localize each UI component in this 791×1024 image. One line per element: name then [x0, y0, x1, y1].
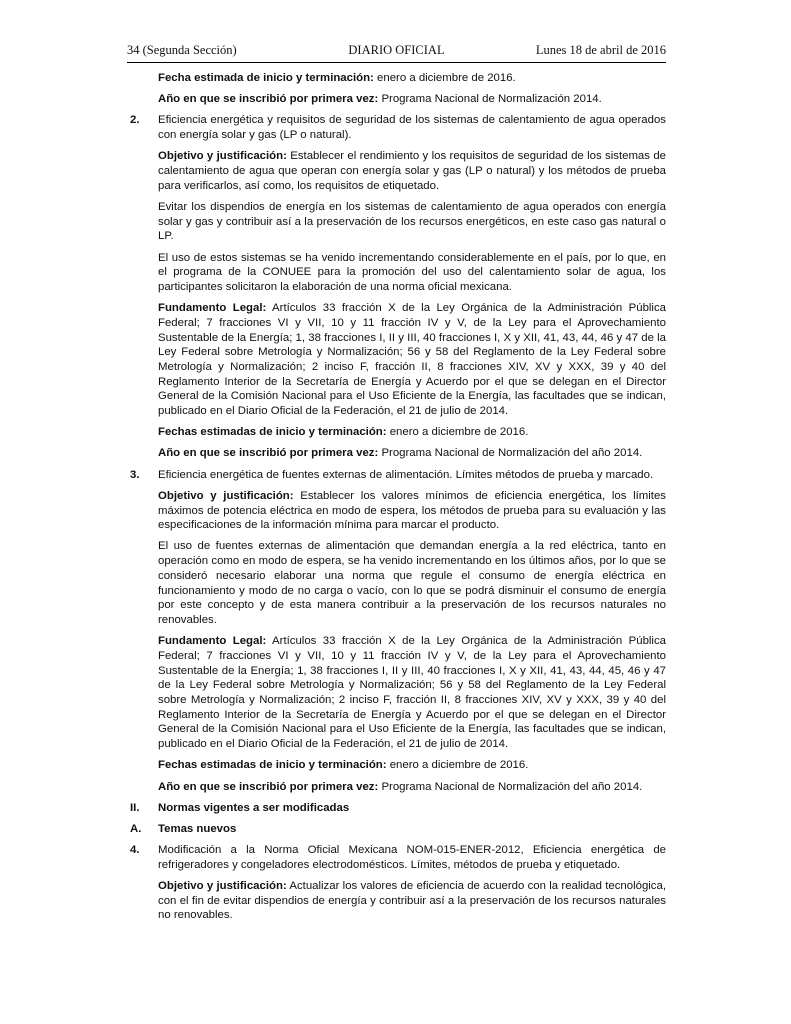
item-text: Eficiencia energética de fuentes externas de alimentación. Límites métodos de prueba y marcado. [158, 468, 654, 481]
field-label: Año en que se inscribió por primera vez: [158, 447, 379, 460]
item-number: 2. [130, 114, 140, 127]
field-label: Año en que se inscribió por primera vez: [158, 93, 379, 106]
item-text: Eficiencia energética y requisitos de seguridad de los sistemas de calentamiento de agua operados con energía solar y gas (LP o natural). [158, 114, 666, 142]
item-number: 3. [130, 468, 140, 481]
paragraph-text: enero a diciembre de 2016. [386, 759, 529, 772]
field-label: Fundamento Legal: [158, 302, 267, 315]
labeled-paragraph [158, 634, 666, 752]
field-label: Año en que se inscribió por primera vez: [158, 780, 379, 793]
numbered-item [127, 468, 666, 483]
publication-title: DIARIO OFICIAL [348, 43, 445, 57]
labeled-paragraph [158, 301, 666, 419]
labeled-paragraph [158, 71, 666, 86]
paragraph-text: Actualizar los valores de eficiencia de acuerdo con la realidad tecnológica, con el fin de evitar dispendios de energía y contribuir así a la preservación de los recursos naturales no renovables. [158, 880, 667, 922]
paragraph-text: enero a diciembre de 2016. [373, 72, 516, 84]
heading-text: Normas vigentes a ser modificadas [158, 801, 350, 814]
heading-text: Temas nuevos [158, 822, 237, 835]
labeled-paragraph [158, 758, 666, 773]
item-number: II. [130, 801, 140, 814]
section-heading [127, 801, 666, 816]
paragraph-text: Establecer los valores mínimos de eficiencia energética, los límites máximos de potencia eléctrica en modo de espera, los métodos de prueba para su evaluación y las especificaciones de la información mínima para marcar el producto. [158, 489, 666, 532]
labeled-paragraph [158, 446, 666, 461]
numbered-item [127, 113, 666, 142]
labeled-paragraph [158, 780, 666, 795]
field-label: Objetivo y justificación: [158, 150, 287, 163]
numbered-item [127, 843, 666, 872]
field-label: Objetivo y justificación: [158, 489, 294, 502]
paragraph-text: El uso de fuentes externas de alimentación que demandan energía a la red eléctrica, tanto en operación como en modo de espera, se ha venido incrementando en los últimos años, por lo que se consideró necesario elaborar una norma que regule el consumo de energía eléctrica en funcionamiento y modo de no carga o vacío, con lo que se podrá disminuir el consumo de energía por este concepto y de esta manera contribuir a la preservación de los recursos naturales no renovables. [158, 540, 666, 626]
paragraph-text: Programa Nacional de Normalización 2014. [378, 93, 602, 106]
page-header [127, 43, 666, 61]
page-number: 34 [127, 43, 140, 57]
publication-date: Lunes 18 de abril de 2016 [535, 43, 666, 57]
document-body [127, 71, 666, 930]
paragraph-text: El uso de estos sistemas se ha venido incrementando considerablemente en el país, por lo que, en el programa de la CONUEE para la promoción del uso del calentamiento solar de agua, los participantes solicitaron la elaboración de una norma oficial mexicana. [158, 251, 666, 293]
paragraph-text: Establecer el rendimiento y los requisitos de seguridad de los sistemas de calentamiento de agua que operan con energía solar y gas (LP o natural) y los métodos de prueba para verificarlos, así como, los requisitos de etiquetado. [158, 150, 666, 192]
paragraph [158, 200, 666, 244]
paragraph-text: Programa Nacional de Normalización del año 2014. [378, 780, 643, 793]
paragraph-text: Artículos 33 fracción X de la Ley Orgánica de la Administración Pública Federal; 7 fracciones VI y VII, 10 y 11 fracción IV y V, de la Ley para el Aprovechamiento Sustentable de la Energía; 1, 38 fracciones I, II y III, 40 fracciones I, X y XII, 41, 43, 44, 45, 46 y 47 de la Ley Federal sobre Metrología y Normalización; 56 y 58 del Reglamento de la Ley Federal sobre Metrología y Normalización; 2 inciso F, fracción II, 8 fracciones XIV, XV y XXX, 39 y 40 del Reglamento Interior de la Secretaría de Energía y Acuerdo por el que se delegan en el Director General de la Comisión Nacional para el Uso Eficiente de la Energía, las facultades que se indican, publicado en el Diario Oficial de la Federación, el 21 de julio de 2014. [158, 635, 666, 751]
paragraph-text: Programa Nacional de Normalización del año 2014. [378, 447, 643, 460]
paragraph-text: enero a diciembre de 2016. [386, 426, 529, 439]
item-text: Modificación a la Norma Oficial Mexicana NOM-015-ENER-2012, Eficiencia energética de refrigeradores y congeladores electrodomésticos. Límites, métodos de prueba y etiquetado. [158, 844, 666, 871]
field-label: Fechas estimadas de inicio y terminación: [158, 759, 387, 772]
paragraph-text: Artículos 33 fracción X de la Ley Orgánica de la Administración Pública Federal; 7 fracciones VI y VII, 10 y 11 fracción IV y V, de la Ley para el Aprovechamiento Sustentable de la Energía; 1, 38 fracciones I, II y III, 40 fracciones I, X y XII, 41, 43, 44, 46 y 47 de la Ley Federal sobre Metrología y Normalización; 56 y 58 del Reglamento de la Ley Federal sobre Metrología y Normalización; 2 inciso F, fracción II, 8 fracciones XIV, XV y XXX, 39 y 40 del Reglamento Interior de la Secretaría de Energía y Acuerdo por el que se delegan en el Director General de la Comisión Nacional para el Uso Eficiente de la Energía, las facultades que se indican, publicado en el Diario Oficial de la Federación, el 21 de julio de 2014. [158, 302, 666, 418]
labeled-paragraph [158, 489, 666, 533]
section-heading [127, 822, 666, 837]
section-label: (Segunda Sección) [142, 43, 237, 57]
paragraph [158, 539, 666, 627]
labeled-paragraph [158, 879, 666, 923]
field-label: Fundamento Legal: [158, 635, 267, 648]
field-label: Objetivo y justificación: [158, 880, 287, 893]
item-number: A. [130, 822, 142, 835]
field-label: Fechas estimadas de inicio y terminación: [158, 426, 387, 439]
paragraph [158, 251, 666, 295]
labeled-paragraph [158, 425, 666, 440]
labeled-paragraph [158, 92, 666, 107]
labeled-paragraph [158, 149, 666, 193]
field-label: Fecha estimada de inicio y terminación: [158, 72, 374, 84]
paragraph-text: Evitar los dispendios de energía en los sistemas de calentamiento de agua operados con energía solar y gas y contribuir así a la preservación de los recursos energéticos, en este caso gas natural o LP. [158, 200, 666, 243]
item-number: 4. [130, 844, 140, 857]
header-rule [127, 62, 666, 63]
